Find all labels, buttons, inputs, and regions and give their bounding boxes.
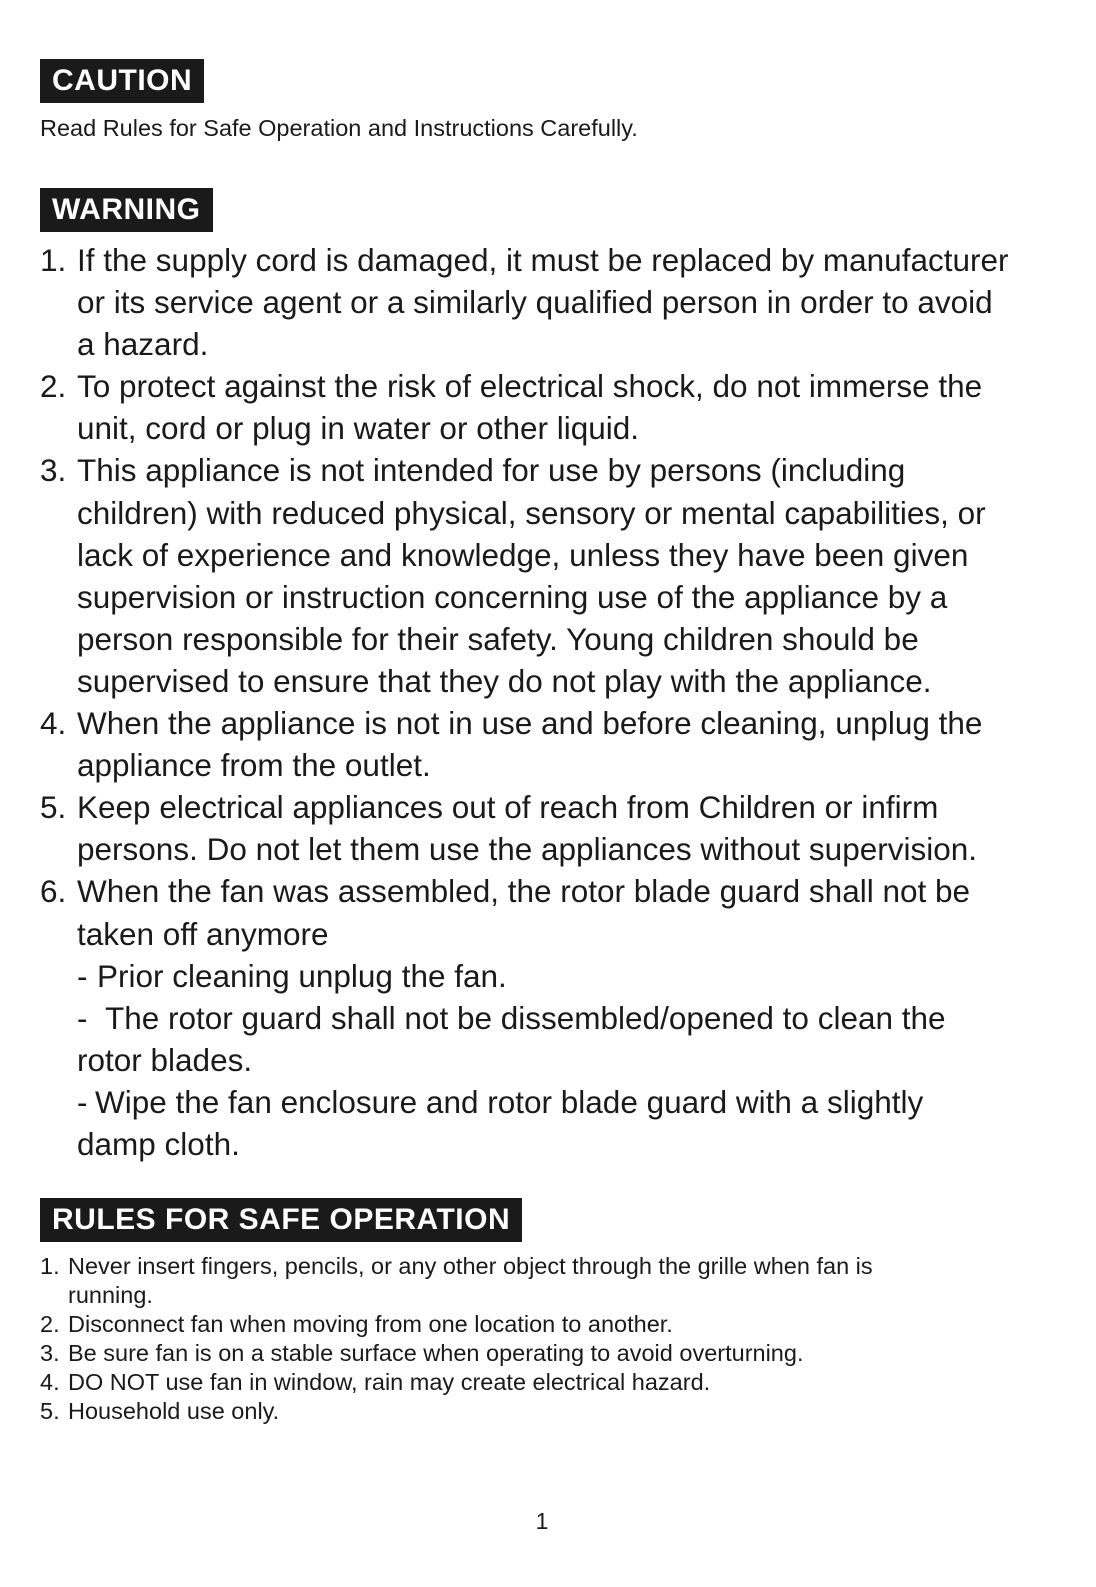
rules-item [40,1368,1040,1397]
item-line: or its service agent or a similarly qualified person in order to avoid [77,284,993,321]
warning-item [40,702,1080,786]
item-line: running. [68,1282,153,1308]
item-line: a hazard. [77,326,209,363]
item-line: If the supply cord is damaged, it must be replaced by manufacturer [77,242,1009,278]
rules-list [40,1252,1040,1426]
item-line: appliance from the outlet. [77,747,431,784]
sub-item-dash: - [77,1083,88,1120]
item-number: 2. [40,368,67,405]
sub-item [77,1081,1080,1165]
item-line: person responsible for their safety. Young children should be [77,620,919,657]
item-line: Keep electrical appliances out of reach from Children or infirm [77,789,939,826]
item-line: unit, cord or plug in water or other liquid. [77,410,640,447]
sub-item [77,955,1080,997]
sub-item-line: rotor blades. [77,1041,253,1078]
item-line: children) with reduced physical, sensory or mental capabilities, or [77,494,986,531]
item-line: This appliance is not intended for use by persons (including [77,452,906,489]
sub-item-line: Wipe the fan enclosure and rotor blade guard with a slightly [95,1083,924,1120]
sub-item-line: damp cloth. [77,1125,240,1162]
item-line: taken off anymore [77,915,329,952]
sub-item-dash: - [77,957,88,994]
item-line: When the appliance is not in use and before cleaning, unplug the [77,705,983,742]
item-line: lack of experience and knowledge, unless they have been given [77,536,969,573]
item-number: 3. [40,1340,60,1366]
item-line: Be sure fan is on a stable surface when operating to avoid overturning. [68,1340,804,1366]
sub-item-line: Prior cleaning unplug the fan. [97,957,507,994]
sub-item [77,997,1080,1081]
item-number: 3. [40,452,67,489]
item-number: 4. [40,1369,60,1395]
warning-item [40,870,1080,1165]
item-number: 6. [40,873,67,910]
rules-item [40,1397,1040,1426]
warning-label: WARNING [40,188,213,232]
item-number: 2. [40,1311,60,1337]
page-number: 1 [535,1508,549,1534]
sub-item-line: The rotor guard shall not be dissembled/opened to clean the [105,999,946,1036]
warning-list [40,239,1080,1165]
item-number: 5. [40,1398,60,1424]
item-line: persons. Do not let them use the appliances without supervision. [77,831,978,868]
item-line: When the fan was assembled, the rotor blade guard shall not be [77,873,971,910]
warning-item [40,239,1080,365]
rules-item [40,1310,1040,1339]
item-number: 1. [40,242,67,278]
item-line: DO NOT use fan in window, rain may create electrical hazard. [68,1369,711,1395]
sub-item-dash: - [77,999,88,1036]
warning-item [40,449,1080,702]
item-line: Household use only. [68,1398,280,1424]
item-number: 4. [40,705,67,742]
warning-item [40,786,1080,870]
item-line: Never insert fingers, pencils, or any other object through the grille when fan is [68,1253,873,1279]
warning-item [40,365,1080,449]
rules-item [40,1252,1040,1310]
item-line: To protect against the risk of electrical shock, do not immerse the [77,368,983,405]
rules-item [40,1339,1040,1368]
rules-label: RULES FOR SAFE OPERATION [40,1198,522,1242]
caution-text: Read Rules for Safe Operation and Instructions Carefully. [40,115,638,141]
item-line: supervision or instruction concerning use of the appliance by a [77,578,948,615]
caution-label: CAUTION [40,59,204,103]
item-line: Disconnect fan when moving from one location to another. [68,1311,673,1337]
item-number: 5. [40,789,67,826]
item-number: 1. [40,1253,60,1279]
item-line: supervised to ensure that they do not play with the appliance. [77,662,932,699]
